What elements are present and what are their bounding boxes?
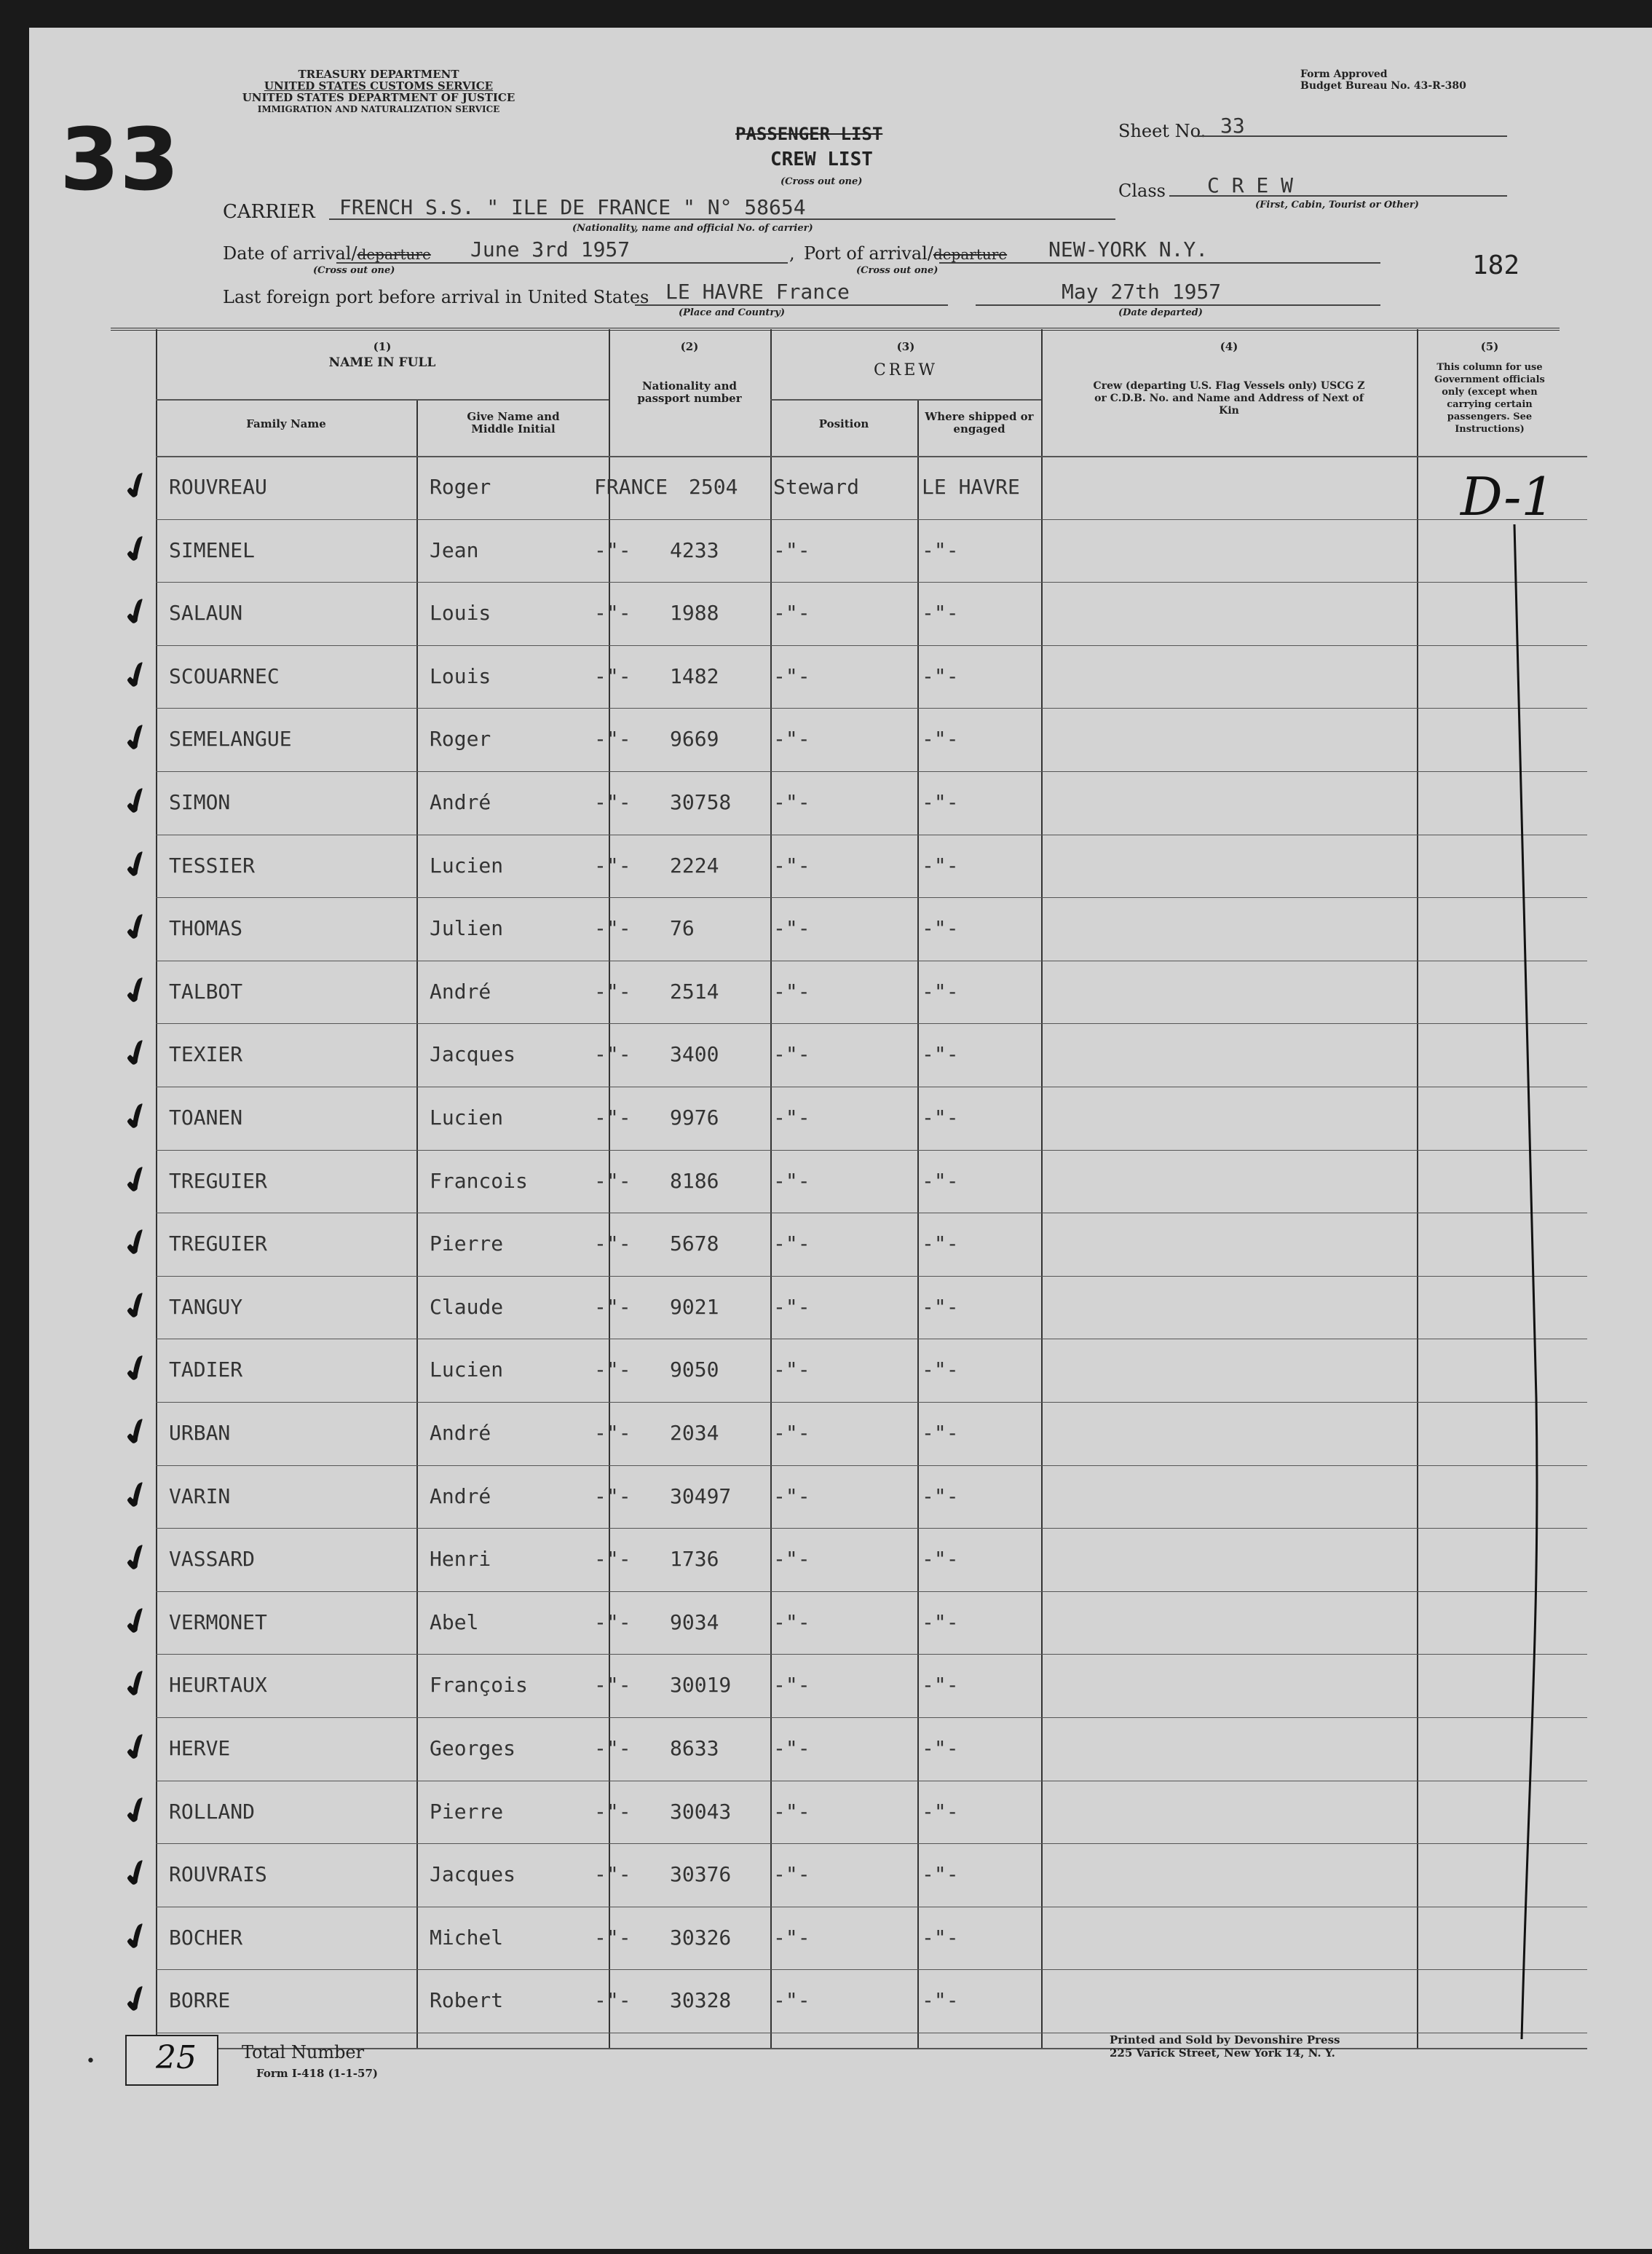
col-position: Position (818, 417, 869, 430)
row-rule (156, 1969, 1587, 1970)
given-name-cell: Lucien (430, 1106, 504, 1130)
given-name-cell: André (430, 979, 491, 1004)
where-shipped-cell: -"- (922, 1547, 959, 1572)
nationality-cell: -"- (594, 1799, 631, 1824)
total-value: 25 (156, 2039, 197, 2076)
col-divider-where (917, 399, 919, 2048)
nationality-cell: -"- (594, 1294, 631, 1319)
carrier-label: CARRIER (223, 201, 315, 223)
where-shipped-cell: -"- (922, 1421, 959, 1445)
family-name-cell: SEMELANGUE (169, 727, 292, 752)
given-name-cell: Georges (430, 1736, 516, 1760)
where-shipped-cell: -"- (922, 1232, 959, 1256)
nationality-cell: -"- (594, 1547, 631, 1572)
given-name-cell: François (430, 1673, 528, 1698)
crew-subhead-rule (770, 399, 1041, 401)
sheet-label: Sheet No. (1118, 121, 1206, 141)
arrival-label-text: Date of arrival/ (223, 243, 357, 264)
passport-cell: 2034 (670, 1421, 719, 1445)
given-name-cell: Jacques (430, 1862, 516, 1887)
date-departed-underline (976, 304, 1380, 306)
check-mark-icon: ✔ (115, 1596, 159, 1647)
col2-title: Nationality and passport number (637, 379, 742, 405)
page-number: 182 (1472, 251, 1520, 280)
port-struck: departure (933, 245, 1008, 263)
passport-cell: 9050 (670, 1357, 719, 1382)
where-shipped-cell: -"- (922, 1673, 959, 1698)
nationality-cell: -"- (594, 1988, 631, 2013)
department-header (218, 68, 539, 115)
given-name-cell: Francois (430, 1168, 528, 1193)
given-name-cell: Roger (430, 475, 491, 499)
where-shipped-cell: -"- (922, 1799, 959, 1824)
where-shipped-cell: -"- (922, 1609, 959, 1634)
col5-title: This column for use Government officials only (except when carrying certain passengers. See Instructions) (1434, 362, 1545, 435)
nationality-cell: -"- (594, 1862, 631, 1887)
nationality-cell: -"- (594, 663, 631, 688)
nationality-cell: -"- (594, 853, 631, 878)
nationality-cell: -"- (594, 1168, 631, 1193)
given-name-cell: Lucien (430, 853, 504, 878)
family-name-cell: TALBOT (169, 979, 243, 1004)
page-title: CREW LIST (770, 149, 873, 170)
passport-cell: 1988 (670, 601, 719, 626)
where-shipped-cell: -"- (922, 727, 959, 752)
header-line-1: TREASURY DEPARTMENT (298, 68, 459, 81)
where-shipped-cell: -"- (922, 601, 959, 626)
check-mark-icon: ✔ (115, 1849, 159, 1899)
where-shipped-cell: -"- (922, 853, 959, 878)
position-cell: -"- (773, 1483, 810, 1508)
port-underline (939, 262, 1380, 264)
position-cell: -"- (773, 1168, 810, 1193)
given-name-cell: André (430, 1421, 491, 1445)
col-divider-given (416, 399, 418, 2048)
family-name-cell: HEURTAUX (169, 1673, 267, 1698)
printer-info (1110, 2033, 1340, 2060)
position-cell: -"- (773, 1421, 810, 1445)
family-name-cell: TREGUIER (169, 1232, 267, 1256)
check-mark-icon: ✔ (115, 1155, 159, 1205)
given-name-cell: André (430, 1483, 491, 1508)
where-shipped-cell: -"- (922, 1483, 959, 1508)
where-shipped-cell: -"- (922, 1357, 959, 1382)
where-shipped-cell: -"- (922, 537, 959, 562)
passport-cell: 30019 (670, 1673, 732, 1698)
check-mark-icon: ✔ (115, 1912, 159, 1962)
position-cell: -"- (773, 1357, 810, 1382)
position-cell: -"- (773, 1673, 810, 1698)
where-shipped-cell: -"- (922, 1925, 959, 1950)
carrier-caption: (Nationality, name and official No. of carrier) (572, 223, 813, 234)
where-shipped-cell: -"- (922, 1294, 959, 1319)
check-mark-icon: ✔ (115, 1534, 159, 1584)
row-rule (156, 1150, 1587, 1151)
row-rule (156, 519, 1587, 520)
col5-num: (5) (1480, 340, 1499, 353)
nationality-cell: -"- (594, 1483, 631, 1508)
given-name-cell: André (430, 790, 491, 814)
arrival-label (223, 243, 431, 264)
family-name-cell: VARIN (169, 1483, 231, 1508)
family-name-cell: TEXIER (169, 1042, 243, 1067)
passport-cell: 30758 (670, 790, 732, 814)
header-line-2: UNITED STATES CUSTOMS SERVICE (264, 79, 494, 92)
passport-cell: 1736 (670, 1547, 719, 1572)
nationality-cell: -"- (594, 601, 631, 626)
officials-annotation: D-1 (1461, 466, 1555, 527)
passport-cell: 2514 (670, 979, 719, 1004)
passport-cell: 30328 (670, 1988, 732, 2013)
nationality-cell: -"- (594, 1736, 631, 1760)
position-cell: -"- (773, 979, 810, 1004)
col4-num: (4) (1220, 340, 1238, 353)
given-name-cell: Robert (430, 1988, 504, 2013)
position-cell: -"- (773, 1232, 810, 1256)
port-caption: (Cross out one) (856, 265, 938, 276)
row-rule (156, 1591, 1587, 1592)
name-subhead-rule (156, 399, 609, 401)
passport-cell: 9976 (670, 1106, 719, 1130)
check-mark-icon: ✔ (115, 1470, 159, 1521)
col-given-name: Give Name and Middle Initial (467, 410, 560, 436)
check-mark-icon: ✔ (115, 840, 159, 890)
header-line-4: IMMIGRATION AND NATURALIZATION SERVICE (257, 104, 500, 114)
title-struck: PASSENGER LIST (735, 124, 883, 144)
check-mark-icon: ✔ (115, 1408, 159, 1457)
position-cell: -"- (773, 790, 810, 814)
title-caption: (Cross out one) (780, 176, 863, 187)
nationality-cell: -"- (594, 1925, 631, 1950)
col-divider-crew (770, 329, 772, 2048)
col3-title: CREW (873, 361, 938, 379)
passport-cell: 8633 (670, 1736, 719, 1760)
header-bottom-rule (156, 456, 1587, 457)
check-mark-icon: ✔ (115, 1281, 159, 1331)
where-shipped-cell: -"- (922, 1736, 959, 1760)
col1-title: NAME IN FULL (328, 355, 436, 370)
row-rule (156, 708, 1587, 709)
given-name-cell: Lucien (430, 1357, 504, 1382)
arrival-underline (336, 262, 788, 264)
printer-line-2: 225 Varick Street, New York 14, N. Y. (1110, 2046, 1335, 2060)
family-name-cell: SALAUN (169, 601, 243, 626)
given-name-cell: Jacques (430, 1042, 516, 1067)
table-top-rule (111, 328, 1560, 331)
position-cell: -"- (773, 916, 810, 941)
family-name-cell: TANGUY (169, 1294, 243, 1319)
passport-cell: 9669 (670, 727, 719, 752)
passport-cell: 5678 (670, 1232, 719, 1256)
position-cell: -"- (773, 1294, 810, 1319)
nationality-cell: -"- (594, 1421, 631, 1445)
col-where-shipped: Where shipped or engaged (925, 410, 1034, 436)
arrival-value: June 3rd 1957 (470, 237, 631, 261)
given-name-cell: Abel (430, 1609, 479, 1634)
where-shipped-cell: -"- (922, 663, 959, 688)
nationality-cell: -"- (594, 979, 631, 1004)
where-shipped-cell: LE HAVRE (922, 475, 1020, 499)
position-cell: -"- (773, 537, 810, 562)
row-rule (156, 1465, 1587, 1466)
port-label-text: Port of arrival/ (804, 243, 933, 264)
passport-cell: 9021 (670, 1294, 719, 1319)
passport-cell: 30497 (670, 1483, 732, 1508)
where-shipped-cell: -"- (922, 1862, 959, 1887)
col1-num: (1) (373, 340, 392, 353)
position-cell: -"- (773, 1988, 810, 2013)
row-rule (156, 1528, 1587, 1529)
family-name-cell: BORRE (169, 1988, 231, 2013)
position-cell: Steward (773, 475, 860, 499)
position-cell: -"- (773, 853, 810, 878)
class-value: C R E W (1207, 173, 1294, 197)
passport-cell: 30376 (670, 1862, 732, 1887)
passport-cell: 2504 (689, 475, 738, 499)
handwritten-vertical-stroke (1493, 524, 1551, 2039)
col-divider-officials (1417, 329, 1418, 2048)
where-shipped-cell: -"- (922, 1042, 959, 1067)
row-rule (156, 645, 1587, 646)
passport-cell: 3400 (670, 1042, 719, 1067)
nationality-cell: -"- (594, 537, 631, 562)
date-departed-caption: (Date departed) (1118, 307, 1203, 318)
check-mark-icon: ✔ (115, 777, 159, 827)
nationality-cell: -"- (594, 1673, 631, 1698)
row-rule (156, 1843, 1587, 1844)
row-rule (156, 1654, 1587, 1655)
passport-cell: 30043 (670, 1799, 732, 1824)
family-name-cell: VERMONET (169, 1609, 267, 1634)
family-name-cell: ROUVRAIS (169, 1862, 267, 1887)
bullet-mark: • (86, 2052, 95, 2070)
position-cell: -"- (773, 1862, 810, 1887)
family-name-cell: ROUVREAU (169, 475, 267, 499)
given-name-cell: Michel (430, 1925, 504, 1950)
where-shipped-cell: -"- (922, 1106, 959, 1130)
given-name-cell: Louis (430, 663, 491, 688)
family-name-cell: ROLLAND (169, 1799, 256, 1824)
check-mark-icon: ✔ (115, 1029, 159, 1079)
row-rule (156, 771, 1587, 772)
given-name-cell: Roger (430, 727, 491, 752)
table-bottom-rule (156, 2048, 1587, 2049)
port-value: NEW-YORK N.Y. (1048, 237, 1209, 261)
family-name-cell: TOANEN (169, 1106, 243, 1130)
row-rule (156, 1717, 1587, 1718)
family-name-cell: URBAN (169, 1421, 231, 1445)
nationality-cell: -"- (594, 1357, 631, 1382)
given-name-cell: Pierre (430, 1232, 504, 1256)
last-port-label: Last foreign port before arrival in United States (223, 287, 649, 307)
nationality-cell: -"- (594, 1106, 631, 1130)
where-shipped-cell: -"- (922, 979, 959, 1004)
check-mark-icon: ✔ (115, 903, 159, 953)
passport-cell: 4233 (670, 537, 719, 562)
family-name-cell: VASSARD (169, 1547, 256, 1572)
given-name-cell: Pierre (430, 1799, 504, 1824)
form-approved (1300, 68, 1466, 92)
form-approved-line-1: Form Approved (1300, 68, 1388, 80)
where-shipped-cell: -"- (922, 1168, 959, 1193)
family-name-cell: HERVE (169, 1736, 231, 1760)
col3-num: (3) (896, 340, 915, 353)
nationality-cell: FRANCE (594, 475, 668, 499)
check-mark-icon: ✔ (115, 1218, 159, 1269)
arrival-caption: (Cross out one) (313, 265, 395, 276)
passport-cell: 76 (670, 916, 695, 941)
col4-title: Crew (departing U.S. Flag Vessels only) USCG Z or C.D.B. No. and Name and Address of Next of Kin (1093, 380, 1365, 417)
passport-cell: 9034 (670, 1609, 719, 1634)
col2-num: (2) (680, 340, 699, 353)
form-number: Form I-418 (1-1-57) (256, 2067, 378, 2080)
check-mark-icon: ✔ (115, 1786, 159, 1836)
family-name-cell: SCOUARNEC (169, 663, 280, 688)
family-name-cell: TADIER (169, 1357, 243, 1382)
family-name-cell: BOCHER (169, 1925, 243, 1950)
check-mark-icon: ✔ (115, 1723, 159, 1773)
nationality-cell: -"- (594, 727, 631, 752)
nationality-cell: -"- (594, 1609, 631, 1634)
position-cell: -"- (773, 1799, 810, 1824)
class-caption: (First, Cabin, Tourist or Other) (1255, 200, 1419, 210)
nationality-cell: -"- (594, 1042, 631, 1067)
check-mark-icon: ✔ (115, 966, 159, 1016)
row-rule (156, 582, 1587, 583)
family-name-cell: SIMENEL (169, 537, 256, 562)
last-port-caption: (Place and Country) (679, 307, 785, 318)
passport-cell: 2224 (670, 853, 719, 878)
given-name-cell: Henri (430, 1547, 491, 1572)
where-shipped-cell: -"- (922, 1988, 959, 2013)
passport-cell: 1482 (670, 663, 719, 688)
row-rule (156, 1402, 1587, 1403)
date-departed-value: May 27th 1957 (1062, 280, 1222, 304)
position-cell: -"- (773, 1609, 810, 1634)
nationality-cell: -"- (594, 1232, 631, 1256)
check-mark-icon: ✔ (115, 1092, 159, 1142)
nationality-cell: -"- (594, 916, 631, 941)
passport-cell: 8186 (670, 1168, 719, 1193)
row-rule (156, 897, 1587, 898)
position-cell: -"- (773, 1042, 810, 1067)
family-name-cell: SIMON (169, 790, 231, 814)
given-name-cell: Jean (430, 537, 479, 562)
family-name-cell: TREGUIER (169, 1168, 267, 1193)
col-divider-kin (1041, 329, 1043, 2048)
row-rule (156, 1276, 1587, 1277)
position-cell: -"- (773, 601, 810, 626)
position-cell: -"- (773, 1925, 810, 1950)
given-name-cell: Julien (430, 916, 504, 941)
last-port-underline (635, 304, 948, 306)
check-mark-icon: ✔ (115, 1660, 159, 1710)
check-mark-icon: ✔ (115, 588, 159, 638)
carrier-value: FRENCH S.S. " ILE DE FRANCE " N° 58654 (339, 195, 806, 219)
printer-line-1: Printed and Sold by Devonshire Press (1110, 2033, 1340, 2046)
family-name-cell: TESSIER (169, 853, 256, 878)
check-mark-icon: ✔ (115, 650, 159, 701)
arrival-comma: , (789, 243, 795, 264)
where-shipped-cell: -"- (922, 916, 959, 941)
row-rule (156, 1023, 1587, 1024)
col-family-name: Family Name (246, 417, 326, 430)
position-cell: -"- (773, 1736, 810, 1760)
passport-cell: 30326 (670, 1925, 732, 1950)
given-name-cell: Claude (430, 1294, 504, 1319)
position-cell: -"- (773, 1547, 810, 1572)
check-mark-icon: ✔ (115, 462, 159, 511)
form-approved-line-2: Budget Bureau No. 43-R-380 (1300, 80, 1466, 92)
arrival-struck: departure (357, 245, 431, 263)
class-label: Class (1118, 181, 1166, 201)
port-label (804, 243, 1007, 264)
position-cell: -"- (773, 727, 810, 752)
sheet-value: 33 (1220, 114, 1245, 138)
check-mark-icon: ✔ (115, 1975, 159, 2025)
check-mark-icon: ✔ (115, 714, 159, 764)
family-name-cell: THOMAS (169, 916, 243, 941)
given-name-cell: Louis (430, 601, 491, 626)
where-shipped-cell: -"- (922, 790, 959, 814)
header-line-3: UNITED STATES DEPARTMENT OF JUSTICE (242, 91, 515, 104)
last-port-value: LE HAVRE France (665, 280, 850, 304)
check-mark-icon: ✔ (115, 524, 159, 575)
check-mark-icon: ✔ (115, 1344, 159, 1395)
total-label: Total Number (242, 2042, 365, 2062)
nationality-cell: -"- (594, 790, 631, 814)
frame-number: 33 (60, 109, 180, 210)
position-cell: -"- (773, 663, 810, 688)
position-cell: -"- (773, 1106, 810, 1130)
